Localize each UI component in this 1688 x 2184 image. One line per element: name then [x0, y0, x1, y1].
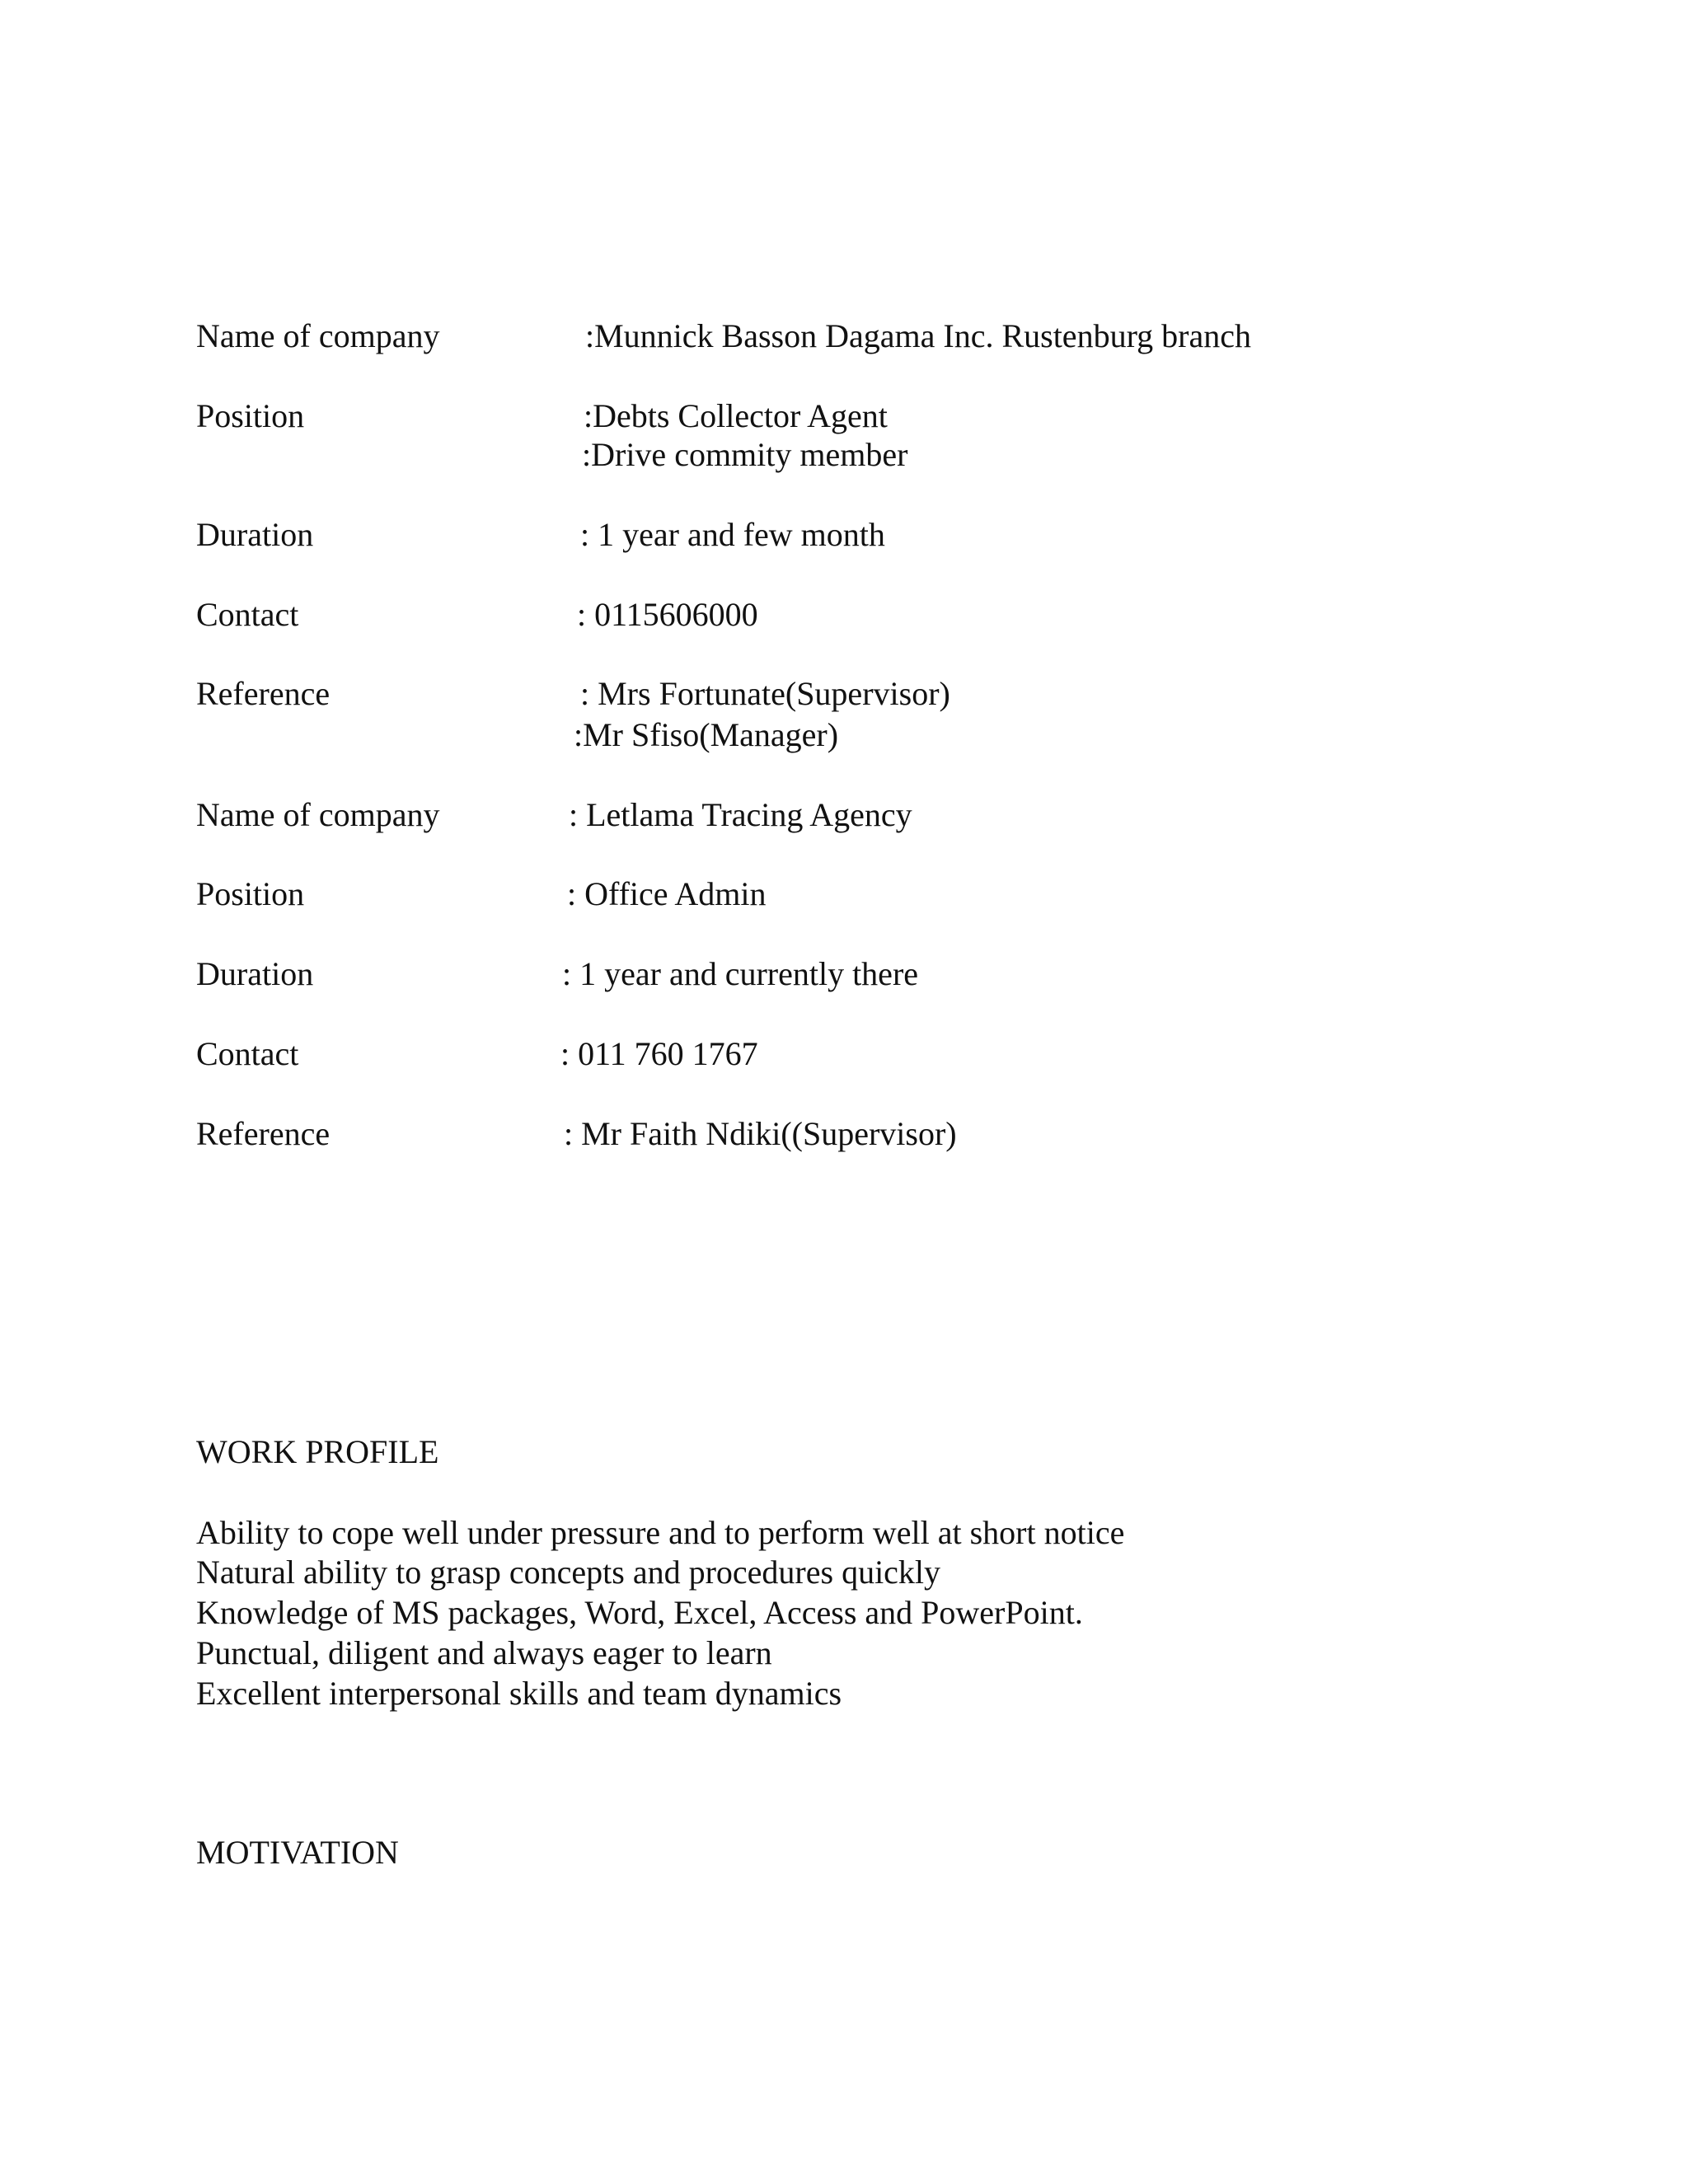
- position-value: :Debts Collector Agent: [584, 397, 888, 434]
- job-1-duration-row: [196, 515, 1432, 555]
- work-profile-heading: WORK PROFILE: [196, 1433, 439, 1470]
- job-2-duration-row: [196, 954, 1432, 994]
- work-profile-item: Ability to cope well under pressure and to perform well at short notice: [196, 1514, 1125, 1551]
- duration-value: : 1 year and few month: [580, 516, 885, 553]
- position-value-2: :Drive commity member: [582, 436, 908, 473]
- duration-label: Duration: [196, 955, 314, 992]
- job-1-reference-row-2: [196, 715, 1432, 755]
- company-value: : Letlama Tracing Agency: [569, 796, 912, 833]
- job-1-company-row: [196, 316, 1432, 356]
- reference-value: : Mrs Fortunate(Supervisor): [580, 675, 950, 712]
- job-1-position-row-2: [196, 435, 1432, 475]
- position-value: : Office Admin: [567, 875, 767, 912]
- position-label: Position: [196, 875, 305, 912]
- work-profile-item: Excellent interpersonal skills and team dynamics: [196, 1675, 842, 1712]
- job-2-reference-row: [196, 1114, 1432, 1154]
- duration-label: Duration: [196, 516, 314, 553]
- job-2-contact-row: [196, 1034, 1432, 1074]
- reference-label: Reference: [196, 675, 331, 712]
- job-1-contact-row: [196, 595, 1432, 635]
- work-profile-item: Knowledge of MS packages, Word, Excel, Access and PowerPoint.: [196, 1594, 1083, 1631]
- work-profile-item: Punctual, diligent and always eager to learn: [196, 1634, 772, 1671]
- contact-label: Contact: [196, 1035, 299, 1072]
- job-2-position-row: [196, 874, 1432, 914]
- reference-label: Reference: [196, 1115, 331, 1152]
- position-label: Position: [196, 397, 305, 434]
- motivation-heading: MOTIVATION: [196, 1834, 399, 1871]
- duration-value: : 1 year and currently there: [562, 955, 919, 992]
- company-label: Name of company: [196, 317, 440, 354]
- contact-label: Contact: [196, 596, 299, 633]
- contact-value: : 0115606000: [577, 596, 758, 633]
- contact-value: : 011 760 1767: [560, 1035, 758, 1072]
- company-label: Name of company: [196, 796, 440, 833]
- company-value: :Munnick Basson Dagama Inc. Rustenburg branch: [585, 317, 1251, 354]
- reference-value: : Mr Faith Ndiki((Supervisor): [564, 1115, 957, 1152]
- job-1-position-row: [196, 396, 1432, 436]
- job-1-reference-row: [196, 674, 1432, 714]
- job-2-company-row: [196, 795, 1432, 835]
- work-profile-item: Natural ability to grasp concepts and procedures quickly: [196, 1554, 941, 1591]
- reference-value-2: :Mr Sfiso(Manager): [574, 716, 839, 753]
